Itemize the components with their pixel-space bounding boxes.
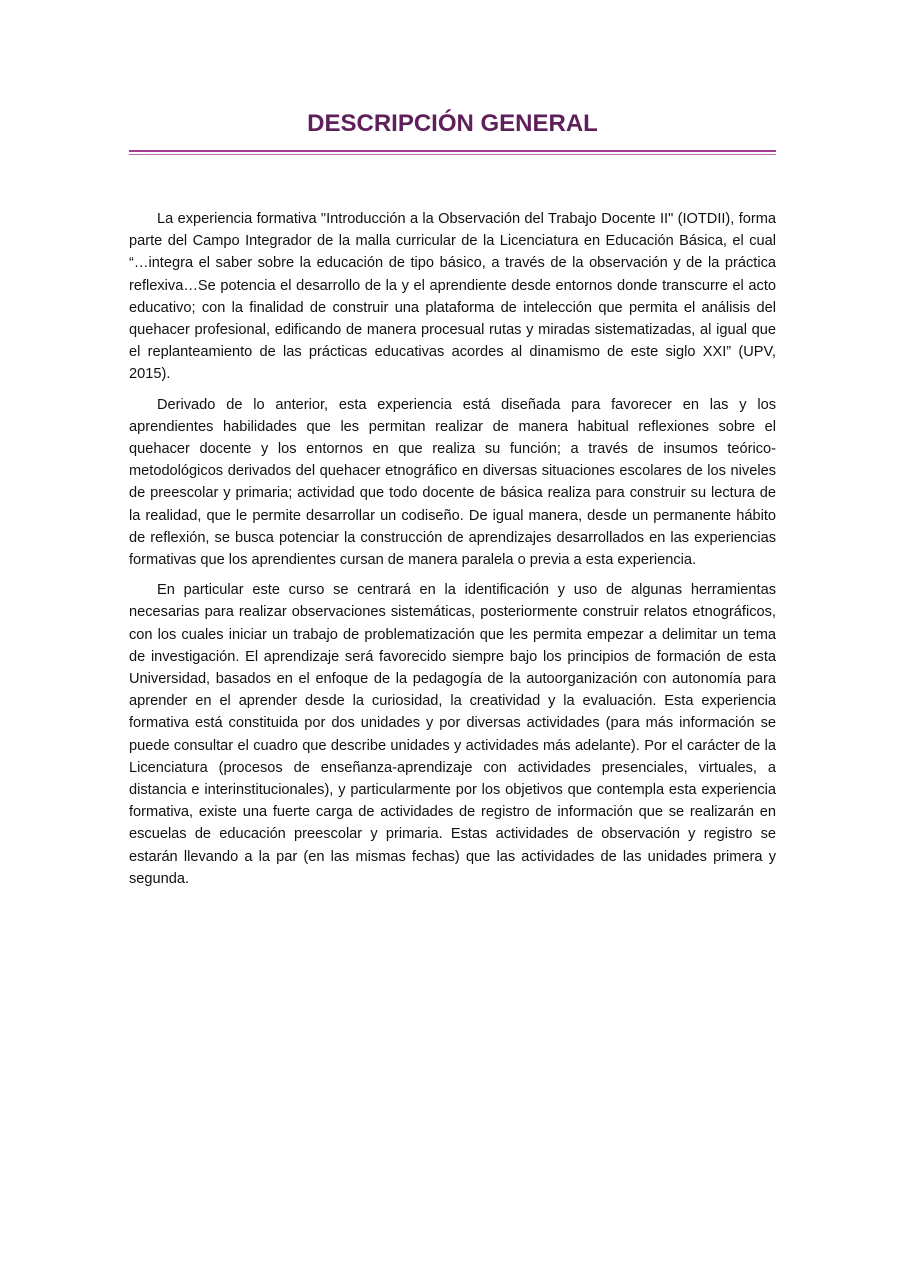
paragraph-1: La experiencia formativa "Introducción a la Observación del Trabajo Docente II" (IOTDII), forma parte del Campo Integrador de la malla curricular de la Licenciatura en Educación Básica, el cual “…integra el saber sobre la educación de tipo básico, a través de la observación y de la práctica reflexiva…Se potencia el desarrollo de la y el aprendiente desde entornos donde transcurre el acto educativo; con la finalidad de construir una plataforma de intelección que permita el análisis del quehacer profesional, edificando de manera procesual rutas y miradas sistematizadas, al igual que el replanteamiento de las prácticas educativas acordes al dinamismo de este siglo XXI” (UPV, 2015). — [129, 211, 776, 383]
body-text — [129, 208, 776, 898]
title-underline-thin — [129, 154, 776, 155]
paragraph-2: Derivado de lo anterior, esta experiencia está diseñada para favorecer en las y los aprendientes habilidades que les permitan realizar de manera habitual reflexiones sobre el quehacer docente y los entornos en que realiza su función; a través de insumos teórico-metodológicos derivados del quehacer etnográfico en diversas situaciones escolares de los niveles de preescolar y primaria; actividad que todo docente de básica realiza para construir su lectura de la realidad, que le permite desarrollar un codiseño. De igual manera, desde un permanente hábito de reflexión, se busca potenciar la construcción de aprendizajes desarrollados en las experiencias formativas que los aprendientes cursan de manera paralela o previa a esta experiencia. — [129, 396, 776, 569]
paragraph-3: En particular este curso se centrará en la identificación y uso de algunas herramientas necesarias para realizar observaciones sistemáticas, posteriormente construir relatos etnográficos, con los cuales iniciar un trabajo de problematización que les permita empezar a delimitar un tema de investigación. El aprendizaje será favorecido siempre bajo los principios de formación de esta Universidad, basados en el enfoque de la pedagogía de la autoorganización con autonomía para aprender en el aprender desde la curiosidad, la creatividad y la evaluación. Esta experiencia formativa está constituida por dos unidades y por diversas actividades (para más información se puede consultar el cuadro que describe unidades y actividades más adelante). Por el carácter de la Licenciatura (procesos de enseñanza-aprendizaje con actividades presenciales, virtuales, a distancia e interinstitucionales), y particularmente por los objetivos que contempla esta experiencia formativa, existe una fuerte carga de actividades de registro de información que se realizarán en escuelas de educación preescolar y primaria. Estas actividades de observación y registro se estarán llevando a la par (en las mismas fechas) que las actividades de las unidades primera y segunda. — [129, 582, 776, 887]
page-title: DESCRIPCIÓN GENERAL — [307, 110, 598, 137]
title-underline-thick — [129, 150, 776, 152]
